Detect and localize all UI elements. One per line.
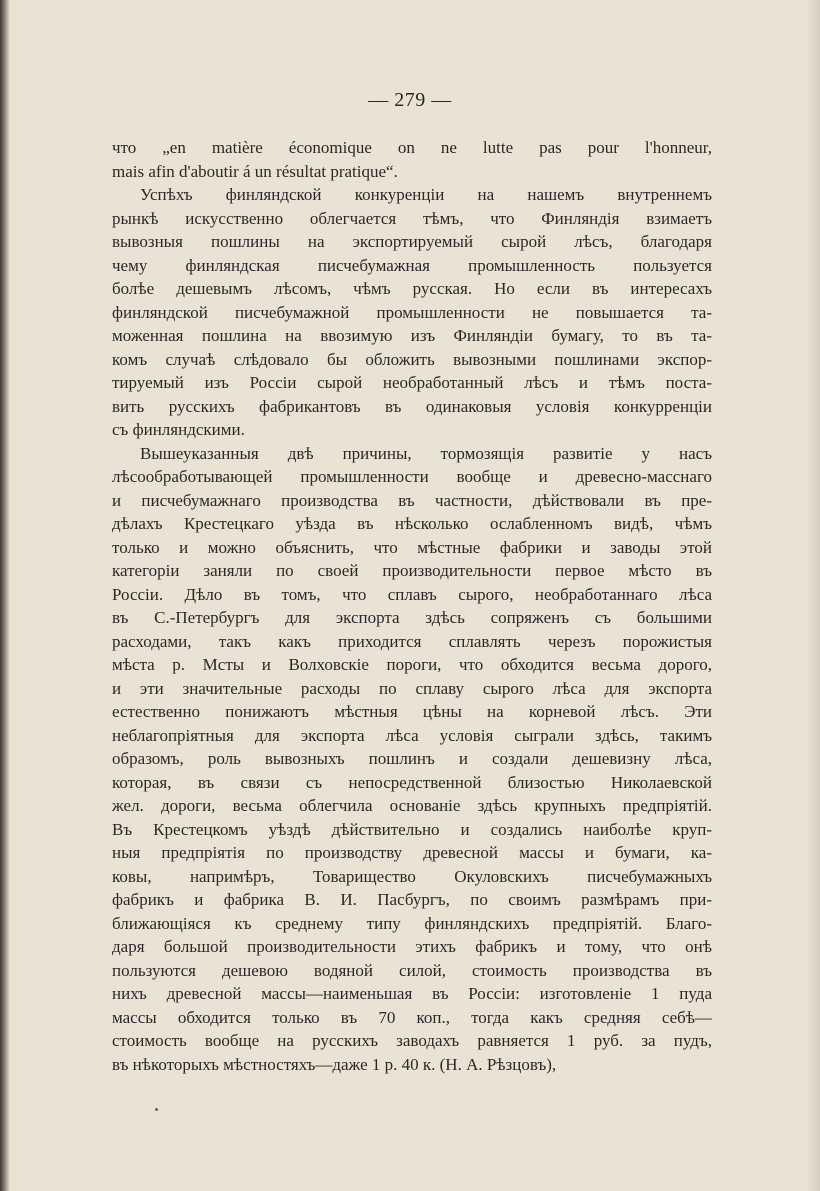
text-line: чему финляндская писчебумажная промышленность пользуется xyxy=(112,255,712,275)
text-line: естественно понижаютъ мѣстныя цѣны на корневой лѣсъ. Эти xyxy=(112,702,712,721)
paragraph xyxy=(112,183,712,442)
text-line: ближающіяся къ среднему типу финляндскихъ предпріятій. Благо- xyxy=(112,913,712,933)
text-line: рынкѣ искусственно облегчается тѣмъ, что Финляндія взимаетъ xyxy=(112,208,712,228)
paragraph xyxy=(112,442,712,1077)
text-line: дѣлахъ Крестецкаго уѣзда въ нѣсколько ослабленномъ видѣ, чѣмъ xyxy=(112,514,712,533)
text-line: болѣе дешевымъ лѣсомъ, чѣмъ русская. Но если въ интересахъ xyxy=(112,279,712,298)
text-line: моженная пошлина на ввозимую изъ Финляндіи бумагу, то въ та- xyxy=(112,326,712,345)
text-line: пользуются дешевою водяной силой, стоимость производства въ xyxy=(112,960,712,980)
text-line: mais afin d'aboutir á un résultat pratique“. xyxy=(112,161,398,181)
text-line: въ С.-Петербургъ для экспорта здѣсь сопряженъ съ большими xyxy=(112,608,712,627)
text-line: фабрикъ и фабрика В. И. Пасбургъ, по своимъ размѣрамъ при- xyxy=(112,890,712,909)
text-line: только и можно объяснить, что мѣстные фабрики и заводы этой xyxy=(112,537,712,557)
text-line: жел. дороги, весьма облегчила основаніе здѣсь крупныхъ предпріятій. xyxy=(112,796,712,815)
text-line: Въ Крестецкомъ уѣздѣ дѣйствительно и создались наиболѣе круп- xyxy=(112,819,712,839)
paper-speck xyxy=(155,1108,158,1111)
text-line: Успѣхъ финляндской конкуренціи на нашемъ внутреннемъ xyxy=(140,185,712,204)
body-text xyxy=(112,136,712,1076)
text-line: ковы, напримѣръ, Товарищество Окуловскихъ писчебумажныхъ xyxy=(112,866,712,886)
text-line: расходами, такъ какъ приходится сплавлять черезъ порожистыя xyxy=(112,631,712,651)
text-line: стоимость вообще на русскихъ заводахъ равняется 1 руб. за пудъ, xyxy=(112,1031,712,1050)
text-line: финляндской писчебумажной промышленности не повышается та- xyxy=(112,302,712,322)
text-line: даря большой производительности этихъ фабрикъ и тому, что онѣ xyxy=(112,937,712,956)
text-line: неблагопріятныя для экспорта лѣса условія сыграли здѣсь, такимъ xyxy=(112,725,712,745)
page-number: — 279 — xyxy=(368,89,452,111)
paragraph-continued xyxy=(112,136,712,183)
text-line: комъ случаѣ слѣдовало бы обложить вывозными пошлинами экспор- xyxy=(112,349,712,369)
text-line: которая, въ связи съ непосредственной близостью Николаевской xyxy=(112,772,712,792)
text-line: въ нѣкоторыхъ мѣстностяхъ—даже 1 р. 40 к. (Н. А. Рѣзцовъ), xyxy=(112,1054,557,1074)
text-line: съ финляндскими. xyxy=(112,420,245,439)
text-line: нихъ древесной массы—наименьшая въ Россіи: изготовленіе 1 пуда xyxy=(112,984,712,1003)
text-line: что „en matière économique on ne lutte pas pour l'honneur, xyxy=(112,138,712,157)
text-line: и эти значительные расходы по сплаву сырого лѣса для экспорта xyxy=(112,678,712,698)
text-line: массы обходится только въ 70 коп., тогда какъ средняя себѣ— xyxy=(112,1007,712,1027)
text-line: лѣсообработывающей промышленности вообще и древесно-масснаго xyxy=(112,467,712,486)
text-line: мѣста р. Мсты и Волховскіе пороги, что обходится весьма дорого, xyxy=(112,655,712,674)
text-line: категоріи заняли по своей производительности первое мѣсто въ xyxy=(112,561,712,580)
text-line: и писчебумажнаго производства въ частности, дѣйствовали въ пре- xyxy=(112,490,712,510)
text-line: Вышеуказанныя двѣ причины, тормозящія развитіе у насъ xyxy=(140,443,712,463)
text-line: тируемый изъ Россіи сырой необработанный лѣсъ и тѣмъ поста- xyxy=(112,373,712,392)
text-line: вывозныя пошлины на экспортируемый сырой лѣсъ, благодаря xyxy=(112,232,712,251)
text-line: вить русскихъ фабрикантовъ въ одинаковыя условія конкурренціи xyxy=(112,396,712,416)
text-line: образомъ, роль вывозныхъ пошлинъ и создали дешевизну лѣса, xyxy=(112,749,712,768)
text-line: Россіи. Дѣло въ томъ, что сплавъ сырого, необработаннаго лѣса xyxy=(112,584,712,604)
text-line: ныя предпріятія по производству древесной массы и бумаги, ка- xyxy=(112,843,712,862)
